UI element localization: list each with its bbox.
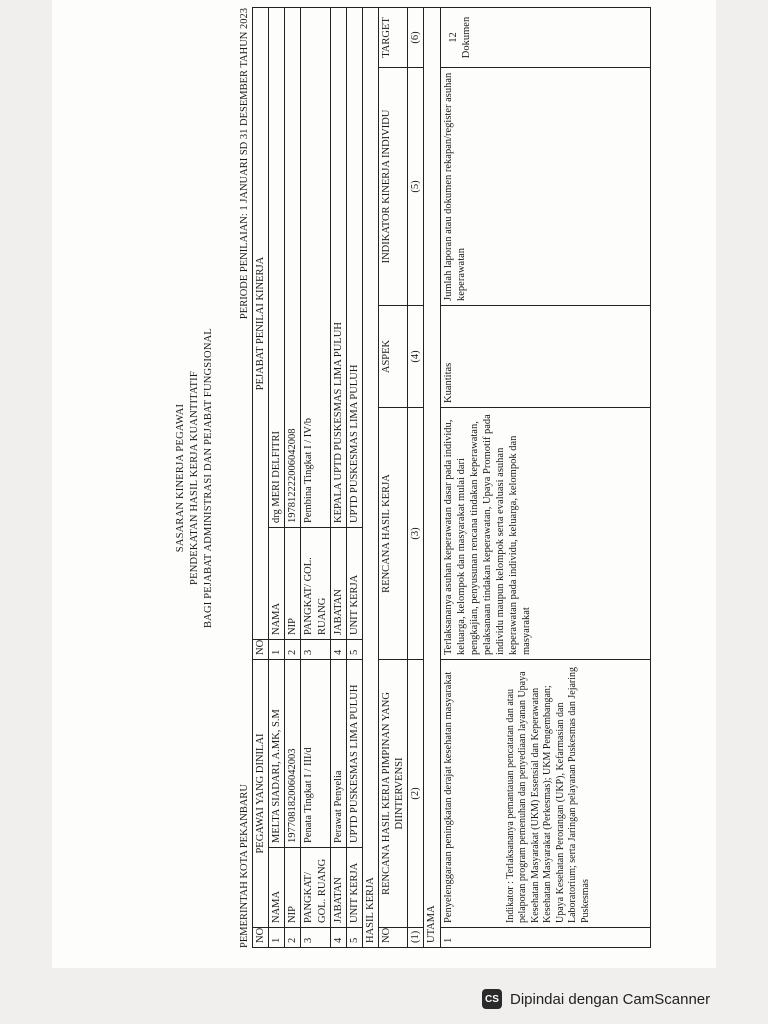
col-aspek-header: ASPEK [379,306,408,408]
evaluator-header: PEJABAT PENILAI KINERJA [253,8,269,640]
row-label: NAMA [269,528,285,640]
row-no: 4 [330,928,346,948]
employee-nip: 197708182006042003 [285,660,301,848]
evaluated-employee-header: PEGAWAI YANG DINILAI [253,660,269,928]
result-pimpinan-cell [440,660,650,928]
row-label: JABATAN [330,848,346,928]
results-header-row [379,8,408,948]
col-number: (4) [408,306,424,408]
row-label: PANGKAT/ GOL. RUANG [301,528,330,640]
col-no-header: NO [379,928,408,948]
identity-no-header: NO [253,928,269,948]
identity-right-no-header: NO [253,640,269,660]
col-pimpinan-header: RENCANA HASIL KERJA PIMPINAN YANG DIINTERVENSI [379,660,408,928]
row-label: NAMA [269,848,285,928]
result-rencana: Terlaksananya asuhan keperawatan dasar pada individu, keluarga, kelompok dan masyarakat mulai dari pengkajian, penyusunan rencana tindakan keperawatan, pelaksanaan tindakan keperawatan, Upaya Promotif pada individu maupun kelompok serta evaluasi asuhan keperawatan pada individu, keluarga, kelompok dan masyarakat [440,408,650,660]
row-label: UNIT KERJA [346,528,362,640]
subsection-utama: UTAMA [424,8,440,948]
section-row [362,8,378,948]
scanned-page [52,0,716,968]
identity-row [346,8,362,948]
row-no: 5 [346,928,362,948]
row-no: 2 [285,640,301,660]
identity-row [269,8,285,948]
row-no: 1 [269,640,285,660]
identity-row [301,8,330,948]
subsection-row [424,8,440,948]
col-target-header: TARGET [379,8,408,68]
col-number: (6) [408,8,424,68]
camscanner-logo-icon: CS [482,989,502,1009]
employee-name: MELTA SIADARI, A.MK, S.M [269,660,285,848]
identity-header-row [253,8,269,948]
evaluator-unit: UPTD PUSKESMAS LIMA PULUH [346,8,362,528]
col-number: (2) [408,660,424,928]
result-aspek: Kuantitas [440,306,650,408]
identity-row [330,8,346,948]
row-no: 3 [301,640,330,660]
row-label: NIP [285,848,301,928]
section-hasil-kerja: HASIL KERJA [362,8,378,948]
evaluator-rank: Pembina Tingkat I / IV/b [301,8,330,528]
row-no: 4 [330,640,346,660]
col-number: (3) [408,408,424,660]
table-row [440,8,650,948]
evaluator-nip: 197812222006042008 [285,8,301,528]
result-pimpinan-indikator: Indikator : Terlaksananya pemantauan pencatatan dan atau pelaporan program pemenuhan dan penyediaan layanan Upaya Kesehatan Masyarakat (UKM) Essensial dan Keperawatan Kesehatan Masyarakat (Perkesmas); UKM Pengembangan; Upaya Kesehatan Perorangan (UKP), Kefarmasian dan Laboratorium; serta Jaringan pelayanan Puskesmas dan Jejaring Puskesmas [504,666,591,923]
result-target: 12 Dokumen [440,8,650,68]
col-number: (5) [408,68,424,306]
identity-row [285,8,301,948]
column-number-row [408,8,424,948]
col-rencana-header: RENCANA HASIL KERJA [379,408,408,660]
camscanner-watermark [482,985,752,1013]
assessment-period: PERIODE PENILAIAN: 1 JANUARI SD 31 DESEMBER TAHUN 2023 [239,8,250,320]
employee-unit: UPTD PUSKESMAS LIMA PULUH [346,660,362,848]
evaluator-name: drg MERI DELFITRI [269,8,285,528]
row-label: JABATAN [330,528,346,640]
row-label: UNIT KERJA [346,848,362,928]
doc-title: SASARAN KINERJA PEGAWAI [175,403,186,553]
result-no: 1 [440,928,650,948]
employee-position: Perawat Penyelia [330,660,346,848]
doc-subtitle-2: BAGI PEJABAT ADMINISTRASI DAN PEJABAT FUNGSIONAL [203,327,214,629]
col-indikator-header: INDIKATOR KINERJA INDIVIDU [379,68,408,306]
skp-table [252,7,651,948]
row-no: 3 [301,928,330,948]
organization-name: PEMERINTAH KOTA PEKANBARU [239,784,250,948]
row-label: NIP [285,528,301,640]
result-indikator: Jumlah laporan atau dokumen rekapan/register asuhan keperawatan [440,68,650,306]
row-no: 1 [269,928,285,948]
doc-subtitle: PENDEKATAN HASIL KERJA KUANTITATIF [189,371,200,585]
camscanner-label: Dipindai dengan CamScanner [510,990,711,1008]
col-number: (1) [408,928,424,948]
row-no: 2 [285,928,301,948]
document-body [172,8,768,948]
employee-rank: Penata Tingkat I / III/d [301,660,330,848]
row-no: 5 [346,640,362,660]
result-pimpinan: Penyelenggaraan peningkatan derajat kesehatan masyarakat [442,671,454,923]
evaluator-position: KEPALA UPTD PUSKESMAS LIMA PULUH [330,8,346,528]
row-label: PANGKAT/ GOL. RUANG [301,848,330,928]
